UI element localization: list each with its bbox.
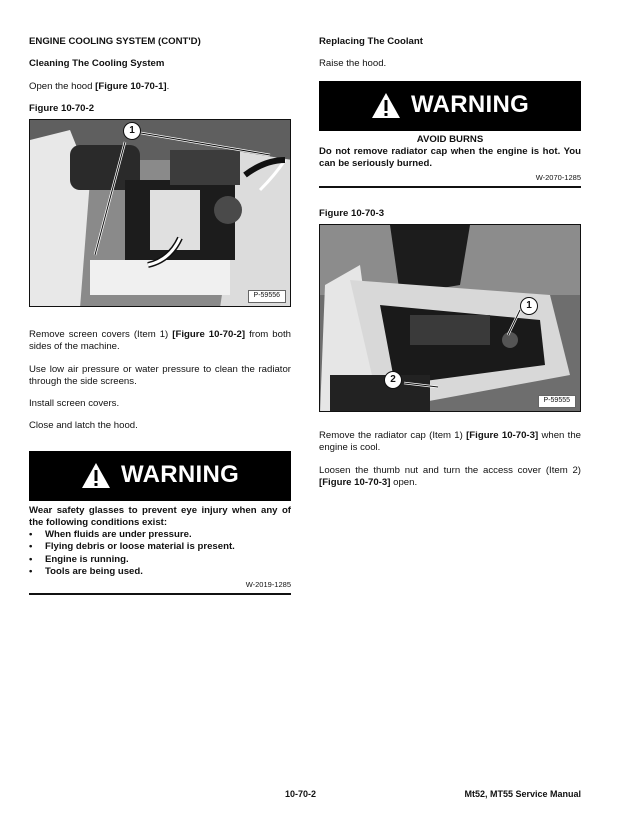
callout-1: 1 xyxy=(520,297,538,315)
list-item: • Flying debris or loose material is present. xyxy=(29,541,291,553)
subheading-cleaning: Cleaning The Cooling System xyxy=(29,58,165,70)
figure-code: P-59555 xyxy=(538,395,576,408)
warning-code: W-2070-1285 xyxy=(535,173,581,183)
open-hood-paragraph: Open the hood [Figure 10-70-1]. xyxy=(29,80,170,92)
install-covers-paragraph: Install screen covers. xyxy=(29,398,120,410)
close-hood-paragraph: Close and latch the hood. xyxy=(29,420,138,432)
warning-triangle-icon xyxy=(371,92,401,119)
subheading-replacing: Replacing The Coolant xyxy=(319,36,423,47)
warning-banner xyxy=(319,81,581,131)
list-item: • Tools are being used. xyxy=(29,566,291,578)
figure-reference: [Figure 10-70-3] xyxy=(466,430,539,442)
figure-reference: [Figure 10-70-2] xyxy=(172,329,246,341)
warning-triangle-icon xyxy=(81,462,111,489)
callout-1: 1 xyxy=(123,122,141,140)
air-pressure-paragraph: Use low air pressure or water pressure to clean the radiator through the side screens. xyxy=(29,363,291,387)
figure-label: Figure 10-70-3 xyxy=(319,207,385,219)
page-number: 10-70-2 xyxy=(285,789,317,799)
figure-label: Figure 10-70-2 xyxy=(29,102,95,114)
callout-2: 2 xyxy=(384,371,402,389)
figure-reference: [Figure 10-70-1] xyxy=(95,80,167,92)
remove-screen-covers-paragraph: Remove screen covers (Item 1) [Figure 10-70-2] from both sides of the machine. xyxy=(29,329,291,353)
right-column xyxy=(319,36,581,489)
loosen-nut-paragraph: Loosen the thumb nut and turn the access cover (Item 2) [Figure 10-70-3] open. xyxy=(319,464,581,488)
warning-list xyxy=(29,529,291,578)
remove-cap-paragraph: Remove the radiator cap (Item 1) [Figure 10-70-3] when the engine is cool. xyxy=(319,430,581,454)
warning-title: WARNING xyxy=(410,91,530,119)
eye-warning-box xyxy=(29,451,291,595)
figure-10-70-3-photo xyxy=(319,224,581,412)
machine-illustration xyxy=(320,225,581,412)
warning-body: Do not remove radiator cap when the engine is hot. You can be seriously burned. xyxy=(319,145,581,170)
list-item: • Engine is running. xyxy=(29,554,291,566)
figure-code: P-59556 xyxy=(248,290,286,303)
warning-code: W-2019-1285 xyxy=(245,580,291,590)
figure-reference: [Figure 10-70-3] xyxy=(319,476,391,488)
left-column xyxy=(29,36,291,595)
warning-intro: Wear safety glasses to prevent eye injury when any of the following conditions exist: xyxy=(29,504,291,528)
divider xyxy=(319,186,581,188)
manual-title: Mt52, MT55 Service Manual xyxy=(464,789,581,799)
engine-compartment-illustration xyxy=(30,120,291,307)
divider xyxy=(29,593,291,595)
warning-title: WARNING xyxy=(120,461,240,489)
warning-banner xyxy=(29,451,291,501)
list-item: • When fluids are under pressure. xyxy=(29,529,291,541)
burn-warning-box xyxy=(319,81,581,188)
raise-hood-paragraph: Raise the hood. xyxy=(319,58,387,70)
figure-10-70-2-photo xyxy=(29,119,291,307)
section-heading: ENGINE COOLING SYSTEM (CONT'D) xyxy=(29,36,201,47)
warning-subtitle: AVOID BURNS xyxy=(416,133,484,145)
